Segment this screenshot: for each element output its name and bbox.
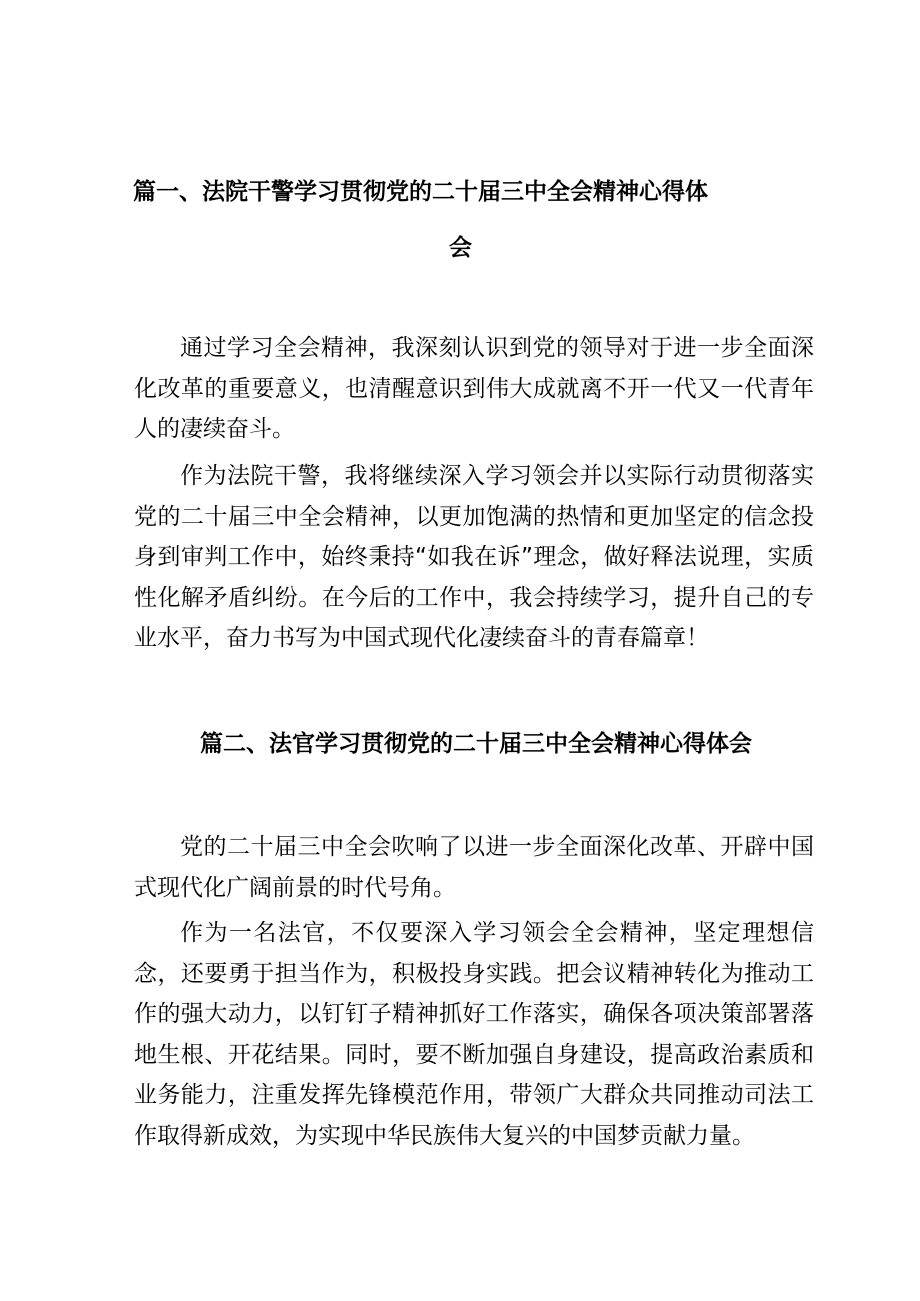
section1-paragraph: 通过学习全会精神，我深刻认识到党的领导对于进一步全面深化改革的重要意义，也清醒意识到伟大成就离不开一代又一代青年人的凄续奋斗。 (134, 335, 814, 442)
section1-title-continued: 会 (449, 235, 472, 261)
section2-paragraph: 党的二十届三中全会吹响了以进一步全面深化改革、开辟中国式现代化广阔前景的时代号角。 (134, 834, 814, 901)
section2-paragraph: 作为一名法官，不仅要深入学习领会全会精神，坚定理想信念，还要勇于担当作为，积极投身实践。把会议精神转化为推动工作的强大动力，以钉钉子精神抓好工作落实，确保各项决策部署落地生根、开花结果。同时，要不断加强自身建设，提高政治素质和业务能力，注重发挥先锋模范作用，带领广大群众共同推动司法工作取得新成效，为实现中华民族伟大复兴的中国梦贡献力量。 (134, 920, 814, 1149)
section1-paragraph: 作为法院干警，我将继续深入学习领会并以实际行动贯彻落实党的二十届三中全会精神，以更加饱满的热情和更加坚定的信念投身到审判工作中，始终秉持“如我在诉”理念，做好释法说理，实质性化解矛盾纠纷。在今后的工作中，我会持续学习，提升自己的专业水平，奋力书写为中国式现代化凄续奋斗的青春篇章！ (134, 463, 814, 651)
section2-title: 篇二、法官学习贯彻党的二十届三中全会精神心得体会 (200, 731, 752, 757)
section1-title: 篇一、法院干警学习贯彻党的二十届三中全会精神心得体 (133, 179, 708, 205)
